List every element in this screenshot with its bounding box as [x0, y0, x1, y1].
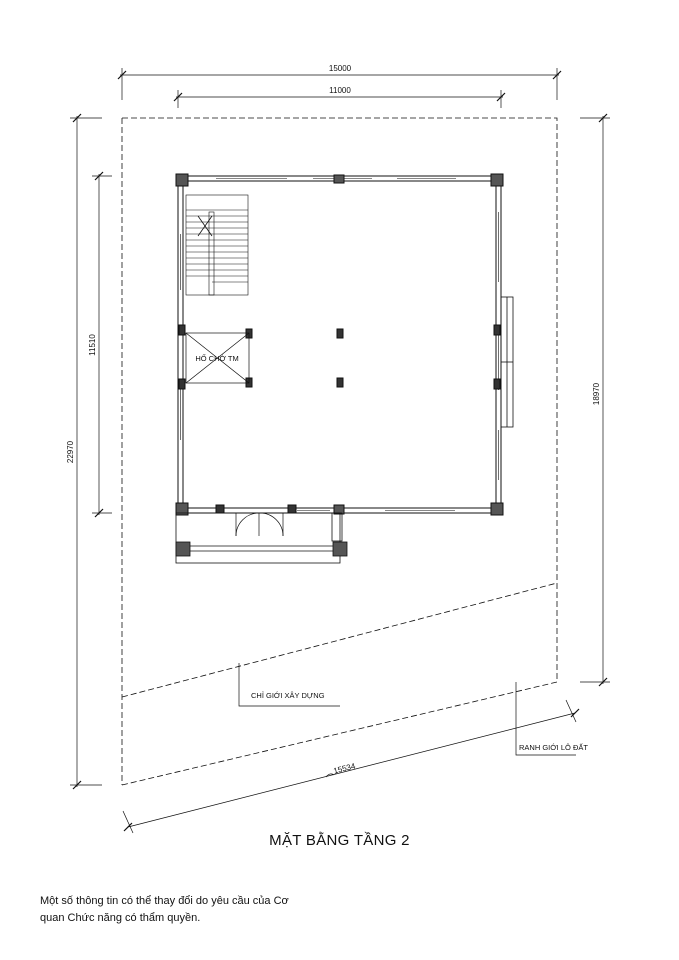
note-line-2: quan Chức năng có thẩm quyền.	[40, 912, 201, 924]
dim-text-left-overall: 22970	[66, 440, 75, 464]
entrance-door	[236, 513, 283, 536]
dim-text-bottom-edge: 15534	[332, 761, 357, 776]
lot-boundary-label: RANH GIỚI LÔ ĐẤT	[519, 743, 588, 752]
dim-text-right-side: 18970	[592, 382, 601, 406]
disclaimer-note	[40, 893, 289, 927]
bay-window	[501, 297, 513, 427]
dim-text-overall-width: 15000	[328, 64, 352, 73]
setback-line-label: CHỈ GIỚI XÂY DỰNG	[251, 691, 325, 700]
columns	[176, 174, 503, 515]
dim-text-building-width: 11000	[329, 86, 351, 95]
lot-boundary	[122, 118, 557, 785]
staircase	[186, 195, 248, 295]
front-porch	[176, 513, 347, 563]
building-walls	[178, 176, 501, 513]
note-line-1: Một số thông tin có thể thay đổi do yêu cầu của Cơ	[40, 895, 289, 907]
void-label: HỐ CHỜ TM	[195, 354, 239, 363]
setback-line	[122, 583, 557, 697]
dim-text-building-depth: 11510	[88, 334, 97, 356]
drawing-title: MẶT BẰNG TẦNG 2	[269, 832, 410, 849]
